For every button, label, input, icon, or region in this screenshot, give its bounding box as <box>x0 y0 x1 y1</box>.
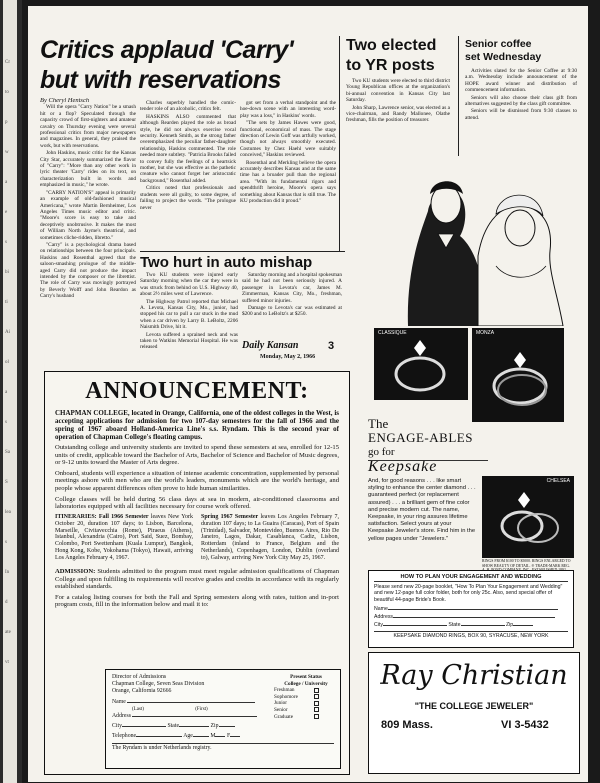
announcement-lead: CHAPMAN COLLEGE, located in Orange, California, one of the oldest colleges in the West, is accepting applications for admission for two 107-day semesters for the fall of 1966 and the spring of 1967 aboard Holland-America Line's s.s. Ryndam. This is the second year of operation of Chapman College's floating campus. <box>55 409 339 441</box>
checkbox[interactable] <box>314 707 319 712</box>
edge-text-fragment: a <box>5 180 8 185</box>
coupon-label: Zip <box>505 622 514 629</box>
form-label: Telephone <box>112 733 137 739</box>
male-field[interactable] <box>215 736 225 737</box>
itinerary-fall-text: leaves New York October 20, duration 107 days; to Lisbon, Barcelona, Marseille, Civitavecchia (Rome), Piraeus (Athens), Istanbul, Alexandria (Cairo), Port Said, Suez, Bombay, Colombo, Port Swettenham (Kuala Lumpur), Bangkok, Hong Kong, Kobe, Yokohama (Tokyo), Hawaii, arriving Los Angeles February 4, 1967. <box>55 513 194 562</box>
form-status-option[interactable]: Freshman <box>274 687 338 694</box>
itinerary-fall <box>55 514 193 562</box>
keepsake-brand-logo: Keepsake <box>368 458 438 475</box>
critics-paragraph: Charles superbly handled the comic-tender role of an alcoholic, critics felt. <box>140 100 236 113</box>
coffee-body <box>465 68 577 148</box>
mishap-headline: Two hurt in auto mishap <box>140 254 313 271</box>
form-status-option[interactable]: Junior <box>274 700 338 707</box>
edge-text-fragment: bi <box>5 270 9 275</box>
announcement-paragraph: College classes will be held during 56 class days at sea in modern, air-conditioned classrooms and laboratories equipped with all facilities necessary for course work offered. <box>55 495 339 511</box>
jeweler-name-logo: Ray Christian <box>380 660 568 691</box>
critics-paragraph: "The sets by James Hawes were good, functional, economical of mass. The stage direction of Lewin Goff was artfully worked, though not always smoothly executed. Costumes by Chez Haehl were suitably conceived," Haskins reviewed. <box>240 120 336 159</box>
coupon-label: City <box>374 622 383 629</box>
coupon-footer: KEEPSAKE DIAMOND RINGS, BOX 90, SYRACUSE, NEW YORK <box>374 631 568 639</box>
edge-text-fragment: s <box>5 420 7 425</box>
adjacent-page-edge <box>0 0 22 783</box>
yr-body <box>346 78 450 148</box>
coupon-address-row[interactable] <box>374 614 568 620</box>
keepsake-body: And, for good reasons . . . like smart styling to enhance the center diamond . . . guaranteed perfect (or replacement assured) . . . a brilliant gem of fine color and precise modern cut. The name, Keepsake, in your ring assures lifetime satisfaction. Select yours at your Keepsake Jeweler's store. Find him in the yellow pages under "Jewelers." <box>368 478 476 542</box>
jeweler-tagline: "THE COLLEGE JEWELER" <box>414 701 534 711</box>
coupon-address-field[interactable] <box>393 617 555 618</box>
form-phone-row[interactable] <box>112 733 334 740</box>
admission-paragraph <box>55 568 339 591</box>
zip-field[interactable] <box>219 726 235 727</box>
masthead-date: Monday, May 2, 1966 <box>260 354 316 360</box>
keepsake-coupon <box>368 570 574 648</box>
checkbox[interactable] <box>314 714 319 719</box>
form-label: M <box>210 733 216 739</box>
edge-text-fragment: ol <box>5 360 9 365</box>
critics-paragraph: Critics noted that professionals and students were all guilty, to some degree, of failing to project the words. "The prologue never <box>140 185 236 211</box>
edge-text-fragment: lea <box>5 510 11 515</box>
critics-byline: By Cheryl Hentsch <box>40 98 90 104</box>
ring-label-classique: CLASSIQUE <box>378 330 407 336</box>
edge-text-fragment: s <box>5 540 7 545</box>
coupon-head: HOW TO PLAN YOUR ENGAGEMENT AND WEDDING <box>374 574 568 582</box>
state-field[interactable] <box>179 726 209 727</box>
female-field[interactable] <box>230 736 240 737</box>
keepsake-engage-ables: ENGAGE-ABLES <box>368 430 473 445</box>
keepsake-the: The <box>368 416 389 431</box>
form-to-line: Director of Admissions <box>112 674 167 680</box>
keepsake-small-print: RINGS FROM $100 TO $5000. RINGS ENLARGED TO SHOW BEAUTY OF DETAIL. ® TRADE-MARK REG. <box>482 559 571 568</box>
coupon-city-row[interactable] <box>374 622 568 628</box>
edge-text-fragment: w <box>5 150 9 155</box>
announcement-paragraph: Onboard, students will experience a situation of intense academic concentration, supplemented by personal meetings ashore with men who are the world's leaders, monuments which are the world's heritage, and people whose apparent differences often prove to hide human similarities. <box>55 469 339 492</box>
age-field[interactable] <box>193 736 209 737</box>
edge-text-fragment: vt <box>5 660 9 665</box>
monza-ring-photo <box>472 328 564 422</box>
page-number: 3 <box>328 340 335 352</box>
announcement-title: ANNOUNCEMENT: <box>85 378 309 404</box>
coupon-name-row[interactable] <box>374 606 568 612</box>
edge-text-fragment: Cr <box>5 60 10 65</box>
mishap-paragraph: Two KU students were injured early Saturday morning when the car they were in was struck from behind on U.S. Highway 40, about 2½ miles west of Lawrence. <box>140 272 238 298</box>
engaged-couple-illustration <box>368 156 578 326</box>
edge-text-fragment: In <box>5 570 10 575</box>
yr-paragraph: Two KU students were elected to third district Young Republican offices at the organization's bi-annual convention in Kansas City last Saturday. <box>346 78 450 104</box>
checkbox[interactable] <box>314 694 319 699</box>
form-label: Name <box>112 699 126 705</box>
newspaper-page <box>28 6 588 782</box>
edge-text-fragment: d <box>5 600 8 605</box>
mishap-paragraph: Damage to Levota's car was estimated at $200 and to LeBoltz's at $250. <box>242 305 342 318</box>
form-label: City <box>112 723 122 729</box>
mishap-col-2 <box>242 272 342 334</box>
ring-icon <box>492 486 566 552</box>
name-field[interactable] <box>127 702 255 703</box>
form-to-line: Chapman College, Seven Seas Division <box>112 681 205 687</box>
form-status-head: Present Status <box>290 674 322 680</box>
checkbox[interactable] <box>314 701 319 706</box>
ray-christian-ad <box>368 652 580 774</box>
critics-col-3 <box>240 100 336 250</box>
coffee-headline-2: set Wednesday <box>465 51 542 63</box>
edge-text-fragment: ate <box>5 630 11 635</box>
critics-paragraph: "CARRY NATION'S" appeal is primarily an example of old-fashioned musical Americana," wrote Martin Bernheimer, Los Angeles Times music editor and critic. "Moore's score is easy to take and deceptively unobtrusive. It makes the most of William North Jayme's theatrical, and sometimes cliche-ridden, libretto." <box>40 189 136 241</box>
form-status-option[interactable]: Graduate <box>274 714 338 721</box>
edge-text-fragment: Ai <box>5 330 10 335</box>
announcement-body <box>45 405 349 609</box>
ring-label-chelsea: CHELSEA <box>546 478 570 484</box>
city-field[interactable] <box>122 726 166 727</box>
coffee-paragraph: Activities slated for the Senior Coffee at 9:30 a.m. Wednesday include announcement of the HOPE award winner and distribution of commencement information. <box>465 68 577 94</box>
edge-text-fragment: S <box>5 480 8 485</box>
chapman-college-ad <box>44 371 350 775</box>
mishap-paragraph: Levota suffered a sprained neck and was taken to Watkins Memorial Hospital. He was released <box>140 331 238 351</box>
coupon-city-field[interactable] <box>383 625 447 626</box>
checkbox[interactable] <box>314 688 319 693</box>
catalog-paragraph: For a catalog listing courses for both the Fall and Spring semesters along with rates, tuition and in-port program costs, fill in the information below and mail it to: <box>55 593 339 609</box>
address-field[interactable] <box>132 716 257 717</box>
coupon-label: Address <box>374 614 394 621</box>
chelsea-ring-photo <box>482 476 574 558</box>
edge-text-fragment: Sa <box>5 450 10 455</box>
itinerary-spring-text: leaves Los Angeles February 7, duration 107 days; to La Guaira (Caracas), Port of Spain (Trinidad), Salvador, Montevideo, Buenos Aires, Rio De Janeiro, Lagos, Dakar, Casablanca, Cadiz, Lisbon, Rotterdam (inland to France, Belgium and the Netherlands), Copenhagen, London, Dublin (overland to), Galway, arriving New York City May 25, 1967. <box>201 513 340 562</box>
keepsake-ad <box>354 328 580 650</box>
form-registry-note: The Ryndam is under Netherlands registry. <box>112 743 334 752</box>
adjacent-page-strip <box>3 0 17 783</box>
form-status-sub: College / University <box>284 680 328 687</box>
coupon-state-field[interactable] <box>461 625 505 626</box>
form-to-line: Orange, California 92666 <box>112 688 172 694</box>
edge-text-fragment: e <box>5 210 8 215</box>
edge-text-fragment: ti <box>5 300 8 305</box>
itineraries <box>55 514 339 565</box>
form-status-option[interactable]: Sophomore <box>274 694 338 701</box>
form-status-option[interactable]: Senior <box>274 707 338 714</box>
yr-headline-1: Two elected <box>346 37 437 54</box>
form-hint: (First) <box>195 707 208 712</box>
critics-headline-1: Critics applaud 'Carry' <box>40 36 294 64</box>
critics-paragraph: John Haskins, music critic for the Kansas City Star, accurately summarized the flavor of "Carry": "More than any other work in lyric theater 'Carry' rides on its text, on characterization built in words and emphasized in music," he wrote. <box>40 150 136 189</box>
form-label: Age <box>183 733 193 739</box>
column-rule <box>458 36 459 156</box>
coupon-zip-field[interactable] <box>513 625 533 626</box>
coffee-paragraph: Seniors will be dismissed from 9:30 classes to attend. <box>465 108 577 121</box>
itinerary-spring-head: Spring 1967 Semester <box>201 513 259 520</box>
critics-paragraph: "Carry" is a psychological drama based on relationships between the four principals. Haskins and Rosenthal agreed that the saloon-smashing prologue of the middle-aged Carry did not produce the impact intended by the composer or the librettist. The role of Carry was movingly portrayed by Beverly Wolff and John Reardon as Carry's husband <box>40 241 136 300</box>
jeweler-address: 809 Mass. <box>381 719 433 731</box>
mishap-paragraph: Saturday morning and a hospital spokesman said he had not been seriously injured. A passenger in Levota's car, James M. Zimmerman, Kansas City, Mo., freshman, suffered minor injuries. <box>242 272 342 304</box>
critics-col-2 <box>140 100 236 250</box>
ring-icon <box>482 342 558 414</box>
coupon-name-field[interactable] <box>388 609 558 610</box>
coupon-label: State <box>448 622 461 629</box>
classique-ring-photo <box>374 328 468 400</box>
masthead-paper-name: Daily Kansan <box>242 340 299 351</box>
edge-text-fragment: p <box>5 120 8 125</box>
announcement-paragraph: Outstanding college and university students are invited to spend these semesters at sea, enrolled for 12-15 units of credit, applicable toward the Bachelor of Arts, Bachelor of Science and Bachelor of Music degrees, or 9-12 units toward the Master of Arts degree. <box>55 444 339 467</box>
yr-headline-2: to YR posts <box>346 57 435 74</box>
ring-icon <box>386 336 456 396</box>
yr-paragraph: John Sharp, Lawrence senior, was elected as a vice-chairman, and Randy Mallonee, Olathe freshman, fills the position of treasurer. <box>346 104 450 124</box>
edge-text-fragment: s <box>5 240 7 245</box>
critics-col-1 <box>40 98 136 388</box>
catalog-request-form <box>105 669 341 769</box>
coupon-body: Please send new 20-page booklet, "How To Plan Your Engagement and Wedding" and new 12-page full color folder, both for only 25c. Also, send special offer of beautiful 44-page Bride's Book. <box>374 584 563 603</box>
mishap-paragraph: The Highway Patrol reported that Michael A. Levota, Kansas City, Mo., junior, had stopped his car to pull a car stuck in the mud when a car driven by Larry B. LeBoltz, 2206 Naismith Drive, hit it. <box>140 298 238 331</box>
form-label: Address <box>112 713 131 719</box>
form-label: Zip <box>210 723 219 729</box>
form-label: State <box>167 723 180 729</box>
coffee-headline-1: Senior coffee <box>465 38 532 50</box>
admission-text: Students admitted to the program must meet regular admission qualifications of Chapman College and upon fulfilling its requirements will receive grades and credits in accordance with its regularly established standards. <box>55 568 339 591</box>
form-label: F <box>226 733 231 739</box>
itinerary-spring <box>201 514 339 562</box>
form-status-block <box>274 674 338 720</box>
critics-paragraph: Rosenthal and Merkling believe the opera accurately describes Kansas and at the same time has a broader pull than the regional area. "With its fundamental rigors and spendthrift heroine, Moore's opera says something about Kansas that is still true. The KU production did it proud." <box>240 159 336 205</box>
form-city-row[interactable] <box>112 723 334 730</box>
critics-paragraph: got set from a verbal standpoint and the hoe-down scene with an interesting word-play was a loss," in Haskins' words. <box>240 100 336 119</box>
form-hint: (Last) <box>132 707 144 712</box>
critics-headline-2: but with reservations <box>40 66 281 94</box>
keepsake-go-for: go for <box>368 446 395 458</box>
admission-head: ADMISSION: <box>55 568 96 576</box>
edge-text-fragment: to <box>5 90 9 95</box>
coupon-label: Name <box>374 606 388 613</box>
column-rule <box>339 36 340 251</box>
telephone-field[interactable] <box>136 736 182 737</box>
brand-rule <box>368 460 488 461</box>
critics-paragraph: Will the opera "Carry Nation" be a smash hit or a flop? Speculated through the capacity crowd of first-nighters and amateur cavalry on Thursday evening were several professional critics from major newspapers and magazines. In general, they praised the work, but with reservations. <box>40 104 136 149</box>
coffee-paragraph: Seniors will also choose their class gift from alternatives suggested by the class gift committee. <box>465 94 577 108</box>
itinerary-fall-head: ITINERARIES: Fall 1966 Semester <box>55 513 149 520</box>
mishap-col-1 <box>140 272 238 368</box>
edge-text-fragment: a <box>5 390 8 395</box>
section-rule <box>140 251 345 252</box>
ring-label-monza: MONZA <box>476 330 495 336</box>
jeweler-phone: VI 3-5432 <box>501 719 549 731</box>
critics-paragraph: HASKINS ALSO commented that although Rearden played the role as broad style, he did not always exercise vocal security. Kenneth Smith, as the strong father overemphasized the peculiar father-daughter relationship, Haskins commented. The role needed more subtlety. "Patricia Brooks failed to convey fully the feelings of a heartsick mother, but she was effective as the pathetic creature who cannot forget her aristocratic background," Rosenthal added. <box>140 113 236 184</box>
